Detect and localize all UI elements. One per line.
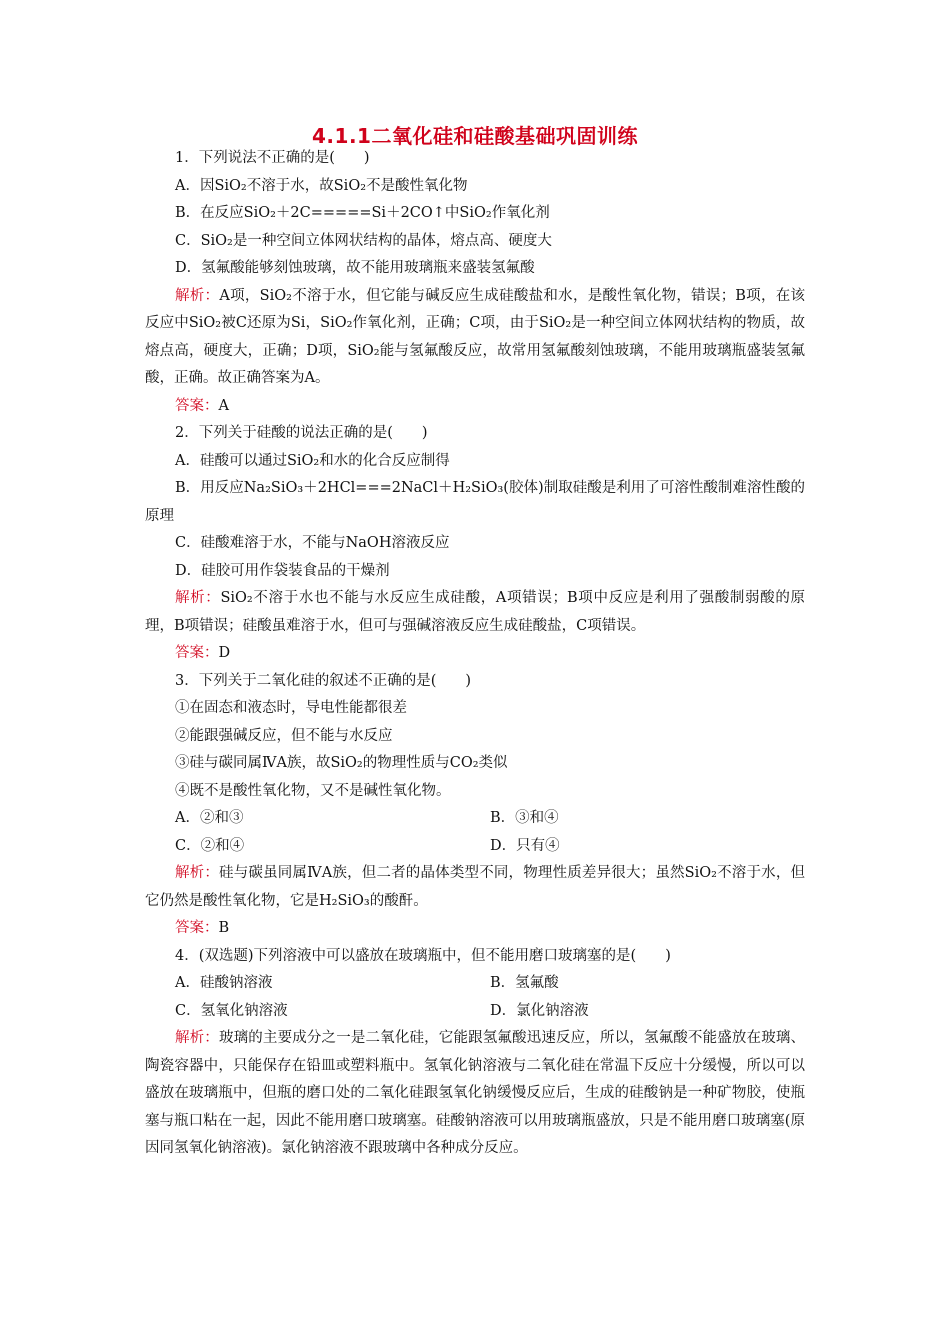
q2-option-b: B．用反应Na₂SiO₃＋2HCl===2NaCl＋H₂SiO₃(胶体)制取硅酸是利用了可溶性酸制难溶性酸的原理 <box>145 480 805 524</box>
analysis-label: 解析： <box>175 287 220 304</box>
q2-option-c: C．硅酸难溶于水，不能与NaOH溶液反应 <box>175 535 450 551</box>
q1-analysis <box>145 283 805 393</box>
q3-option-c: C．②和④ <box>175 837 245 854</box>
q3-options-row-2 <box>145 833 805 861</box>
q3-statement-4: ④既不是酸性氧化物，又不是碱性氧化物。 <box>175 782 451 799</box>
q4-option-c: C．氢氧化钠溶液 <box>175 1002 288 1019</box>
answer-label: 答案： <box>175 645 219 661</box>
document-body <box>145 145 805 1163</box>
q1-option-b: B．在反应SiO₂＋2C=====Si＋2CO↑中SiO₂作氧化剂 <box>175 205 550 221</box>
q3-stem: 3．下列关于二氧化硅的叙述不正确的是( ) <box>175 672 472 689</box>
q2-option-d: D．硅胶可用作袋装食品的干燥剂 <box>175 562 390 579</box>
q1-option-a: A．因SiO₂不溶于水，故SiO₂不是酸性氧化物 <box>175 177 468 194</box>
q4-options-row-2 <box>145 998 805 1026</box>
q1-stem: 1．下列说法不正确的是( ) <box>175 150 370 166</box>
q3-statement-1: ①在固态和液态时，导电性能都很差 <box>175 700 407 716</box>
q4-analysis <box>145 1025 805 1163</box>
q4-option-b: B．氢氟酸 <box>490 975 559 991</box>
q4-analysis-text: 玻璃的主要成分之一是二氧化硅，它能跟氢氟酸迅速反应，所以，氢氟酸不能盛放在玻璃、陶瓷容器中，只能保存在铅皿或塑料瓶中。氢氧化钠溶液与二氧化硅在常温下反应十分缓慢，所以可以盛放在玻璃瓶中，但瓶的磨口处的二氧化硅跟氢氧化钠缓慢反应后，生成的硅酸钠是一种矿物胶，使瓶塞与瓶口粘在一起，因此不能用磨口玻璃塞。硅酸钠溶液可以用玻璃瓶盛放，只是不能用磨口玻璃塞(原因同氢氧化钠溶液)。氯化钠溶液不跟玻璃中各种成分反应。 <box>145 1030 806 1156</box>
q2-stem: 2．下列关于硅酸的说法正确的是( ) <box>175 425 428 441</box>
q4-options-row-1 <box>145 970 805 998</box>
q1-option-c: C．SiO₂是一种空间立体网状结构的晶体，熔点高、硬度大 <box>175 232 552 249</box>
q3-option-d: D．只有④ <box>490 837 560 854</box>
q2-option-a: A．硅酸可以通过SiO₂和水的化合反应制得 <box>175 452 450 469</box>
q3-statement-3: ③硅与碳同属ⅣA族，故SiO₂的物理性质与CO₂类似 <box>175 755 508 771</box>
q2-analysis <box>145 585 805 640</box>
q4-option-a: A．硅酸钠溶液 <box>175 975 273 991</box>
q3-answer-value: B <box>218 920 230 936</box>
document-title: 4.1.1二氧化硅和硅酸基础巩固训练 <box>312 124 638 148</box>
answer-label: 答案： <box>175 920 219 936</box>
q2-answer-value: D <box>218 645 231 661</box>
answer-label: 答案： <box>175 397 219 414</box>
q1-answer-value: A <box>218 397 229 414</box>
q3-statement-2: ②能跟强碱反应，但不能与水反应 <box>175 727 393 744</box>
q1-answer <box>145 393 805 421</box>
q3-option-b: B．③和④ <box>490 810 559 826</box>
q4-option-d: D．氯化钠溶液 <box>490 1002 589 1019</box>
q3-analysis <box>145 860 805 915</box>
q2-analysis-text: SiO₂不溶于水也不能与水反应生成硅酸，A项错误；B项中反应是利用了强酸制弱酸的原理，B项错误；硅酸虽难溶于水，但可与强碱溶液反应生成硅酸盐，C项错误。 <box>145 590 805 634</box>
q1-option-d: D．氢氟酸能够刻蚀玻璃，故不能用玻璃瓶来盛装氢氟酸 <box>175 260 535 276</box>
q4-stem: 4．(双选题)下列溶液中可以盛放在玻璃瓶中，但不能用磨口玻璃塞的是( ) <box>175 947 671 964</box>
analysis-label: 解析： <box>175 590 221 606</box>
analysis-label: 解析： <box>175 865 220 881</box>
q3-option-a: A．②和③ <box>175 810 244 826</box>
q3-answer <box>145 915 805 943</box>
q2-answer <box>145 640 805 668</box>
q3-analysis-text: 硅与碳虽同属ⅣA族，但二者的晶体类型不同，物理性质差异很大；虽然SiO₂不溶于水，但它仍然是酸性氧化物，它是H₂SiO₃的酸酐。 <box>145 865 806 909</box>
analysis-label: 解析： <box>175 1030 219 1046</box>
q3-options-row-1 <box>145 805 805 833</box>
q1-analysis-text: A项，SiO₂不溶于水，但它能与碱反应生成硅酸盐和水，是酸性氧化物，错误；B项，在该反应中SiO₂被C还原为Si，SiO₂作氧化剂，正确；C项，由于SiO₂是一种空间立体网状结构的物质，故熔点高，硬度大，正确；D项，SiO₂能与氢氟酸反应，故常用氢氟酸刻蚀玻璃，不能用玻璃瓶盛装氢氟酸，正确。故正确答案为A。 <box>145 287 806 386</box>
